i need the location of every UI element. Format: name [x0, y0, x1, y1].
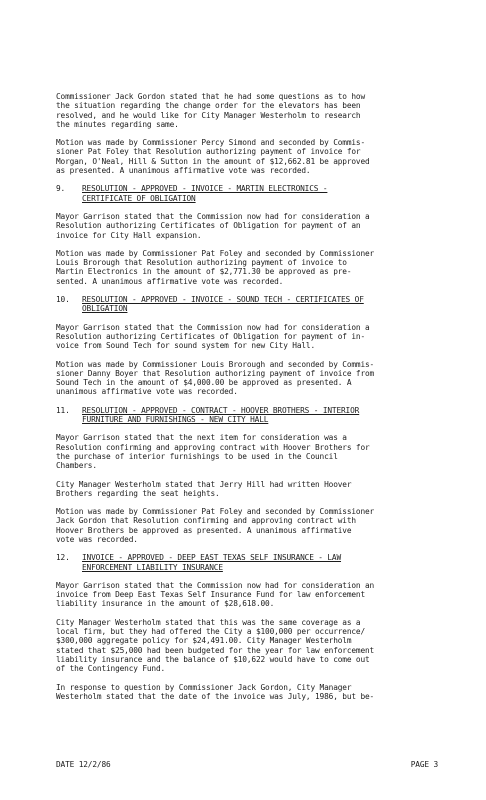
- paragraph: [56, 618, 458, 674]
- paragraph-line: Motion was made by Commissioner Pat Foley and seconded by Commissioner: [56, 248, 375, 258]
- section-heading: [56, 553, 458, 572]
- paragraph-line: Resolution confirming and approving contract with Hoover Brothers for: [56, 442, 370, 452]
- paragraph-line: Mayor Garrison stated that the next item for consideration was a: [56, 433, 347, 443]
- section-title-line: OBLIGATION: [82, 304, 128, 314]
- paragraph-line: voice from Sound Tech for sound system for new City Hall.: [56, 341, 316, 351]
- paragraph-line: unanimous affirmative vote was recorded.: [56, 387, 238, 397]
- paragraph-line: Resolution authorizing Certificates of Obligation for payment of in-: [56, 331, 366, 341]
- paragraph-line: Morgan, O'Neal, Hill & Sutton in the amount of $12,662.81 be approved: [56, 156, 370, 166]
- paragraph-line: stated that $25,000 had been budgeted for the year for law enforcement: [56, 645, 375, 655]
- page-footer: [56, 760, 438, 769]
- paragraph-line: Mayor Garrison stated that the Commission now had for consideration a: [56, 322, 370, 332]
- paragraph: [56, 249, 458, 286]
- section-title-line: RESOLUTION - APPROVED - CONTRACT - HOOVER BROTHERS - INTERIOR: [82, 405, 360, 415]
- paragraph: [56, 581, 458, 609]
- paragraph: [56, 212, 458, 240]
- paragraph: [56, 323, 458, 351]
- section-heading: [56, 295, 458, 314]
- paragraph-line: vote was recorded.: [56, 534, 138, 544]
- paragraph-line: Mayor Garrison stated that the Commission now had for consideration an: [56, 580, 375, 590]
- paragraph-line: Westerholm stated that the date of the invoice was July, 1986, but be-: [56, 691, 375, 701]
- paragraph-line: Motion was made by Commissioner Percy Simond and seconded by Commis-: [56, 138, 366, 148]
- paragraph-line: Brothers regarding the seat heights.: [56, 488, 220, 498]
- section-heading: [56, 406, 458, 425]
- paragraph-line: as presented. A unanimous affirmative vote was recorded.: [56, 166, 311, 176]
- section-title-line: RESOLUTION - APPROVED - INVOICE - SOUND TECH - CERTIFICATES OF: [82, 295, 364, 305]
- paragraph-line: local firm, but they had offered the City a $100,000 per occurrence/: [56, 627, 366, 637]
- paragraph-line: Motion was made by Commissioner Louis Brorough and seconded by Commis-: [56, 359, 375, 369]
- paragraph: [56, 138, 458, 175]
- paragraph-line: Sound Tech in the amount of $4,000.00 be approved as presented. A: [56, 378, 352, 388]
- paragraph-line: the purchase of interior furnishings to be used in the Council: [56, 451, 338, 461]
- section-title: [82, 553, 341, 572]
- paragraph: [56, 507, 458, 544]
- paragraph: [56, 683, 458, 702]
- section-title-line: FURNITURE AND FURNISHINGS - NEW CITY HALL: [82, 415, 269, 425]
- section-title-line: CERTIFICATE OF OBLIGATION: [82, 193, 196, 203]
- paragraph: [56, 480, 458, 499]
- paragraph-line: resolved, and he would like for City Manager Westerholm to research: [56, 110, 361, 120]
- paragraph: [56, 360, 458, 397]
- section-number: 10.: [56, 295, 70, 305]
- paragraph-line: sented. A unanimous affirmative vote was recorded.: [56, 276, 284, 286]
- paragraph-line: Motion was made by Commissioner Pat Foley and seconded by Commissioner: [56, 507, 375, 517]
- section-heading: [56, 184, 458, 203]
- paragraph-line: City Manager Westerholm stated that Jerry Hill had written Hoover: [56, 479, 352, 489]
- section-number: 12.: [56, 553, 70, 563]
- paragraph-line: liability insurance and the balance of $10,622 would have to come out: [56, 654, 370, 664]
- paragraph-line: of the Contingency Fund.: [56, 664, 166, 674]
- paragraph-line: Commissioner Jack Gordon stated that he had some questions as to how: [56, 92, 366, 101]
- section-number: 9.: [56, 184, 66, 194]
- section-title: [82, 406, 359, 425]
- paragraph-line: sioner Danny Boyer that Resolution authorizing payment of invoice from: [56, 368, 375, 378]
- paragraph-line: liability insurance in the amount of $28,618.00.: [56, 599, 275, 609]
- section-title-line: ENFORCEMENT LIABILITY INSURANCE: [82, 562, 223, 572]
- paragraph-line: In response to question by Commissioner Jack Gordon, City Manager: [56, 682, 352, 692]
- paragraph: [56, 92, 458, 129]
- section-number: 11.: [56, 405, 70, 415]
- paragraph-line: Mayor Garrison stated that the Commission now had for consideration a: [56, 211, 370, 221]
- paragraph-line: Louis Brorough that Resolution authorizing payment of invoice to: [56, 258, 347, 268]
- paragraph-line: Chambers.: [56, 461, 97, 471]
- paragraph-line: the situation regarding the change order for the elevators has been: [56, 101, 361, 111]
- paragraph-line: invoice for City Hall expansion.: [56, 230, 202, 240]
- footer-date: DATE 12/2/86: [56, 760, 111, 769]
- paragraph: [56, 433, 458, 470]
- section-title-line: INVOICE - APPROVED - DEEP EAST TEXAS SELF INSURANCE - LAW: [82, 553, 342, 563]
- section-title: [82, 295, 364, 314]
- section-title: [82, 184, 327, 203]
- paragraph-line: Martin Electronics in the amount of $2,771.30 be approved as pre-: [56, 267, 352, 277]
- paragraph-line: sioner Pat Foley that Resolution authorizing payment of invoice for: [56, 147, 361, 157]
- paragraph-line: Resolution authorizing Certificates of Obligation for payment of an: [56, 221, 361, 231]
- paragraph-line: invoice from Deep East Texas Self Insurance Fund for law enforcement: [56, 590, 366, 600]
- footer-page-number: PAGE 3: [410, 760, 438, 769]
- section-title-line: RESOLUTION - APPROVED - INVOICE - MARTIN ELECTRONICS -: [82, 184, 328, 194]
- paragraph-line: Jack Gordon that Resolution confirming and approving contract with: [56, 516, 356, 526]
- paragraph-line: Hoover Brothers be approved as presented. A unanimous affirmative: [56, 525, 352, 535]
- document-body: [56, 92, 458, 701]
- paragraph-line: City Manager Westerholm stated that this was the same coverage as a: [56, 617, 361, 627]
- paragraph-line: $300,000 aggregate policy for $24,491.00. City Manager Westerholm: [56, 636, 352, 646]
- paragraph-line: the minutes regarding same.: [56, 119, 179, 129]
